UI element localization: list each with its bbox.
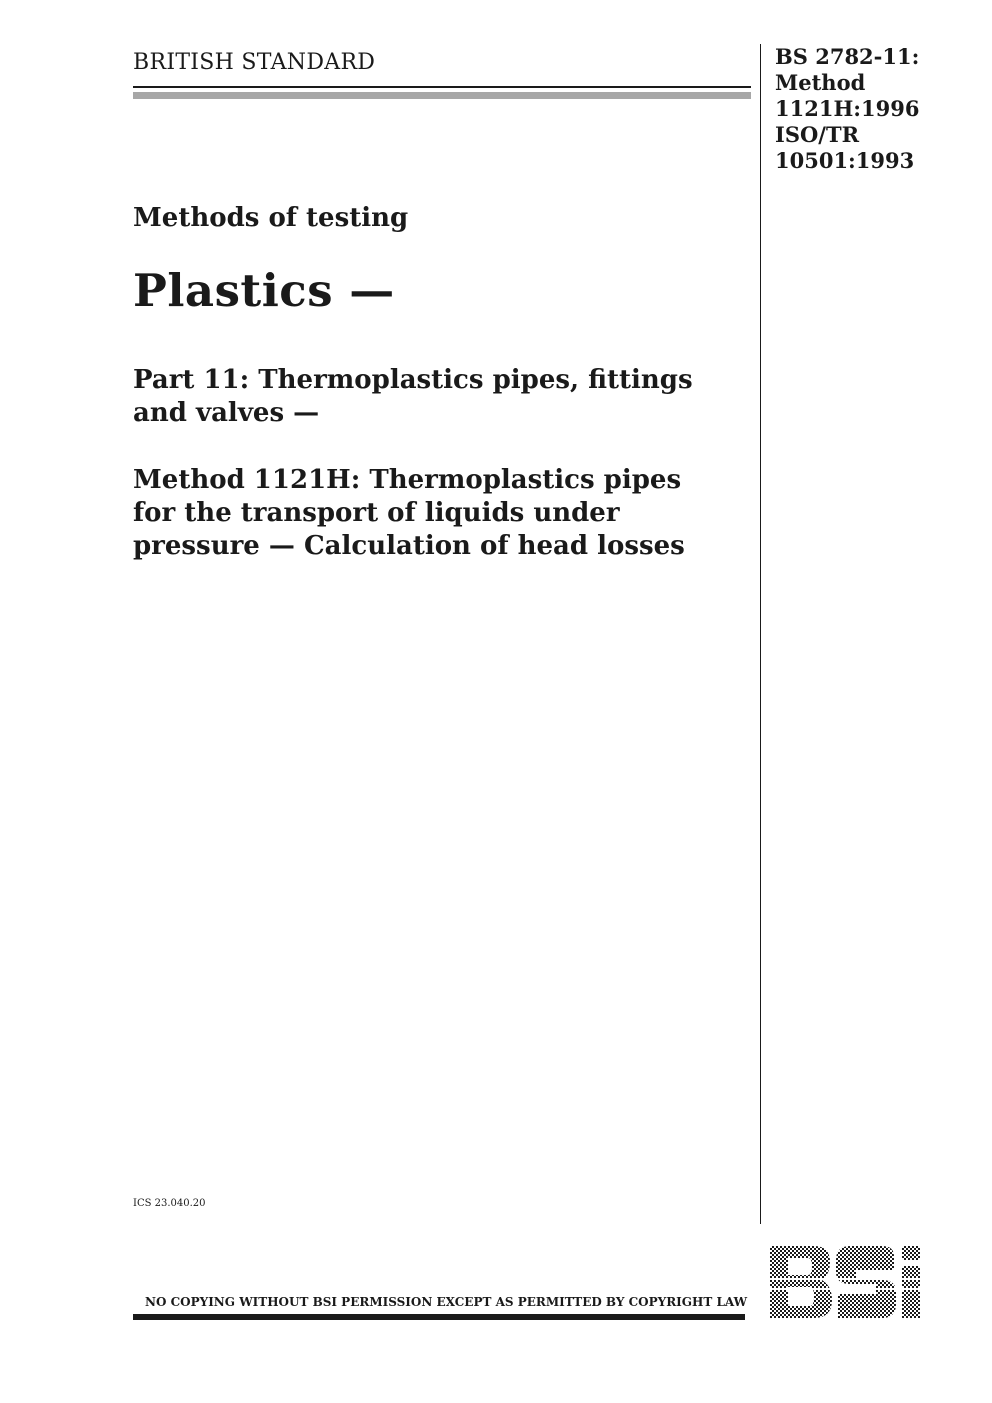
ics-code: ICS 23.040.20	[133, 1198, 206, 1209]
method-title-line: Method 1121H: Thermoplastics pipes	[133, 465, 682, 495]
bsi-logo-icon	[768, 1242, 946, 1322]
reference-line: 1121H:1996	[775, 96, 920, 121]
part-title	[133, 364, 743, 430]
method-title-line: pressure — Calculation of head losses	[133, 531, 685, 561]
part-title-line: Part 11: Thermoplastics pipes, fittings	[133, 365, 693, 395]
copyright-notice: NO COPYING WITHOUT BSI PERMISSION EXCEPT AS PERMITTED BY COPYRIGHT LAW	[145, 1295, 748, 1309]
method-title	[133, 464, 743, 563]
reference-line: 10501:1993	[775, 148, 915, 173]
part-title-line: and valves —	[133, 398, 320, 428]
method-title-line: for the transport of liquids under	[133, 498, 620, 528]
series-title: Methods of testing	[133, 203, 409, 233]
header-rule-thin	[133, 86, 751, 88]
reference-line: BS 2782-11:	[775, 44, 920, 69]
main-title: Plastics —	[133, 264, 395, 317]
footer-rule	[133, 1314, 745, 1320]
header-rule-thick	[133, 92, 751, 99]
reference-line: Method	[775, 70, 866, 95]
header-rule	[133, 86, 751, 100]
standard-reference	[775, 44, 920, 174]
reference-line: ISO/TR	[775, 122, 860, 147]
vertical-divider	[760, 44, 761, 1224]
document-category-label: BRITISH STANDARD	[133, 50, 376, 75]
